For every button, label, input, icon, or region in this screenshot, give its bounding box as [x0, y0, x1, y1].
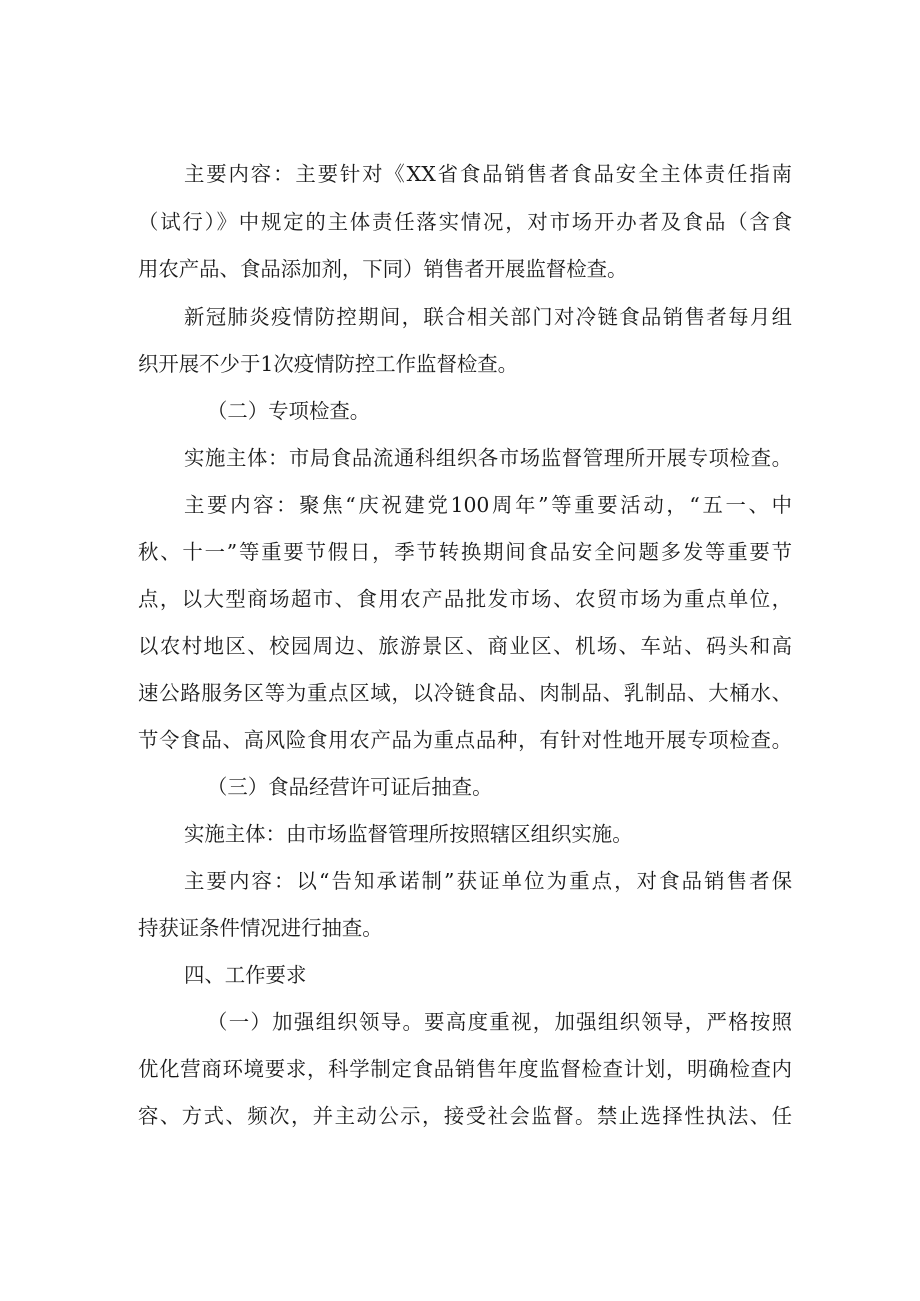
paragraph-line: 持获证条件情况进行抽查。 — [138, 916, 383, 940]
paragraph-line: 容、方式、频次，并主动公示，接受社会监督。禁止选择性执法、任 — [138, 1104, 792, 1128]
paragraph-line: 速公路服务区等为重点区域，以冷链食品、肉制品、乳制品、大桶水、 — [138, 681, 792, 705]
section-heading: 四、工作要求 — [184, 963, 307, 987]
section-heading: （二）专项检查。 — [207, 399, 371, 423]
paragraph-line: 秋、十一”等重要节假日，季节转换期间食品安全问题多发等重要节 — [138, 540, 792, 564]
paragraph-line: 织开展不少于1次疫情防控工作监督检查。 — [138, 352, 519, 376]
paragraph-line: 实施主体：由市场监督管理所按照辖区组织实施。 — [184, 822, 633, 846]
paragraph-line: 主要内容：以“告知承诺制”获证单位为重点，对食品销售者保 — [184, 869, 792, 893]
paragraph-line: 点，以大型商场超市、食用农产品批发市场、农贸市场为重点单位， — [138, 587, 792, 611]
paragraph-line: 用农产品、食品添加剂，下同）销售者开展监督检查。 — [138, 257, 628, 281]
paragraph-line: （一）加强组织领导。要高度重视，加强组织领导，严格按照 — [207, 1010, 792, 1034]
paragraph-line: 节令食品、高风险食用农产品为重点品种，有针对性地开展专项检查。 — [138, 728, 792, 752]
paragraph-line: 主要内容：聚焦“庆祝建党100周年”等重要活动，“五一、中 — [184, 493, 792, 517]
paragraph-line: 主要内容：主要针对《XX省食品销售者食品安全主体责任指南 — [184, 162, 792, 186]
paragraph-line: 以农村地区、校园周边、旅游景区、商业区、机场、车站、码头和高 — [138, 634, 792, 658]
paragraph-line: （试行）》中规定的主体责任落实情况，对市场开办者及食品（含食 — [138, 210, 792, 234]
section-heading: （三）食品经营许可证后抽查。 — [207, 775, 493, 799]
paragraph-line: 实施主体：市局食品流通科组织各市场监督管理所开展专项检查。 — [184, 446, 792, 470]
paragraph-line: 优化营商环境要求，科学制定食品销售年度监督检查计划，明确检查内 — [138, 1057, 792, 1081]
paragraph-line: 新冠肺炎疫情防控期间，联合相关部门对冷链食品销售者每月组 — [184, 305, 792, 329]
